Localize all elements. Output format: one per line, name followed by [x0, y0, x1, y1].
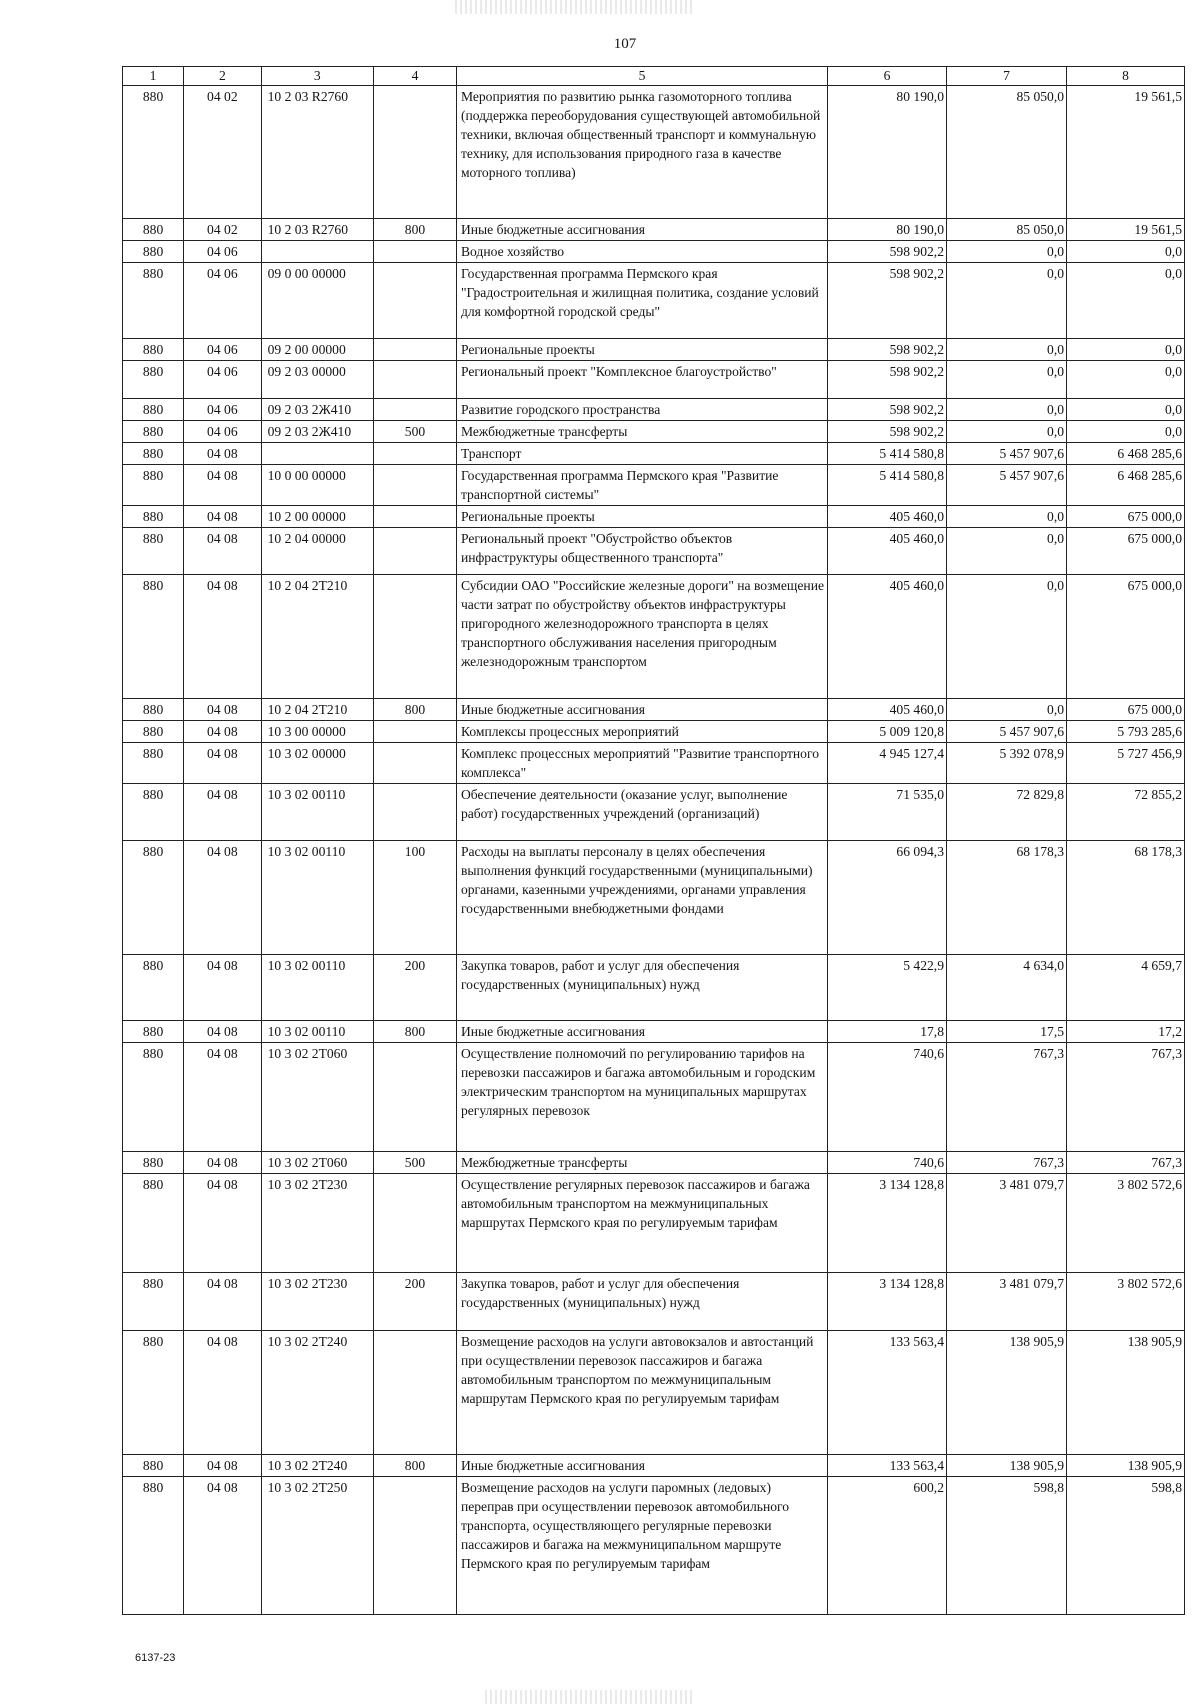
- code-admin: 880: [123, 1021, 184, 1043]
- code-type: [374, 506, 457, 528]
- code-admin: 880: [123, 575, 184, 699]
- table-row: [123, 1477, 1185, 1615]
- item-name: Возмещение расходов на услуги паромных (ледовых) переправ при осуществлении перевозок автомобильного транспорта, осуществляющего регулярные перевозки пассажиров и багажа на межмуниципальном маршруте Пермского края по регулируемым тарифам: [456, 1477, 827, 1615]
- code-section: 04 08: [184, 465, 261, 506]
- amount-2025: 3 481 079,7: [947, 1174, 1067, 1273]
- code-target: 09 2 03 2Ж410: [261, 421, 373, 443]
- amount-2026: 6 468 285,6: [1067, 465, 1185, 506]
- table-row: [123, 361, 1185, 399]
- code-target: [261, 241, 373, 263]
- amount-2024: 5 422,9: [828, 955, 947, 1021]
- amount-2024: 71 535,0: [828, 784, 947, 841]
- amount-2025: 5 457 907,6: [947, 443, 1067, 465]
- table-row: [123, 955, 1185, 1021]
- column-header: 8: [1067, 67, 1185, 86]
- code-target: 10 3 02 2Т250: [261, 1477, 373, 1615]
- item-name: Иные бюджетные ассигнования: [456, 1455, 827, 1477]
- code-type: 100: [374, 841, 457, 955]
- code-type: [374, 339, 457, 361]
- code-section: 04 08: [184, 528, 261, 575]
- code-target: 10 3 02 2Т240: [261, 1331, 373, 1455]
- code-target: 10 3 02 2Т240: [261, 1455, 373, 1477]
- item-name: Межбюджетные трансферты: [456, 1152, 827, 1174]
- amount-2025: 85 050,0: [947, 219, 1067, 241]
- code-section: 04 08: [184, 443, 261, 465]
- amount-2024: 17,8: [828, 1021, 947, 1043]
- code-target: 10 2 03 R2760: [261, 219, 373, 241]
- item-name: Государственная программа Пермского края "Развитие транспортной системы": [456, 465, 827, 506]
- amount-2024: 598 902,2: [828, 339, 947, 361]
- amount-2026: 0,0: [1067, 361, 1185, 399]
- amount-2024: 80 190,0: [828, 219, 947, 241]
- page-number: 107: [613, 36, 637, 52]
- code-target: 10 0 00 00000: [261, 465, 373, 506]
- code-section: 04 08: [184, 506, 261, 528]
- amount-2025: 0,0: [947, 506, 1067, 528]
- amount-2026: 5 727 456,9: [1067, 743, 1185, 784]
- code-section: 04 08: [184, 699, 261, 721]
- item-name: Развитие городского пространства: [456, 399, 827, 421]
- column-header: 5: [456, 67, 827, 86]
- code-target: 10 3 02 2Т060: [261, 1152, 373, 1174]
- amount-2026: 68 178,3: [1067, 841, 1185, 955]
- code-admin: 880: [123, 443, 184, 465]
- item-name: Комплексы процессных мероприятий: [456, 721, 827, 743]
- code-section: 04 06: [184, 399, 261, 421]
- amount-2026: 767,3: [1067, 1043, 1185, 1152]
- amount-2025: 4 634,0: [947, 955, 1067, 1021]
- amount-2026: 0,0: [1067, 421, 1185, 443]
- code-type: [374, 1477, 457, 1615]
- code-type: 500: [374, 421, 457, 443]
- amount-2026: 138 905,9: [1067, 1331, 1185, 1455]
- code-type: 200: [374, 1273, 457, 1331]
- amount-2025: 3 481 079,7: [947, 1273, 1067, 1331]
- code-target: 10 2 04 2Т210: [261, 699, 373, 721]
- amount-2024: 5 009 120,8: [828, 721, 947, 743]
- amount-2026: 19 561,5: [1067, 86, 1185, 219]
- code-admin: 880: [123, 1043, 184, 1152]
- amount-2024: 405 460,0: [828, 575, 947, 699]
- amount-2024: 405 460,0: [828, 699, 947, 721]
- amount-2026: 138 905,9: [1067, 1455, 1185, 1477]
- code-target: 10 3 02 2Т060: [261, 1043, 373, 1152]
- scan-noise-top: [455, 0, 695, 14]
- code-section: 04 02: [184, 86, 261, 219]
- item-name: Межбюджетные трансферты: [456, 421, 827, 443]
- amount-2025: 0,0: [947, 421, 1067, 443]
- amount-2024: 5 414 580,8: [828, 465, 947, 506]
- item-name: Субсидии ОАО "Российские железные дороги" на возмещение части затрат по обустройству объектов инфраструктуры пригородного железнодорожного транспорта в целях транспортного обслуживания населения пригородным железнодорожным транспортом: [456, 575, 827, 699]
- code-admin: 880: [123, 86, 184, 219]
- code-section: 04 08: [184, 721, 261, 743]
- item-name: Осуществление регулярных перевозок пассажиров и багажа автомобильным транспортом на межмуниципальных маршрутах Пермского края по регулируемым тарифам: [456, 1174, 827, 1273]
- amount-2025: 68 178,3: [947, 841, 1067, 955]
- amount-2026: 19 561,5: [1067, 219, 1185, 241]
- code-section: 04 08: [184, 784, 261, 841]
- amount-2025: 5 392 078,9: [947, 743, 1067, 784]
- item-name: Закупка товаров, работ и услуг для обеспечения государственных (муниципальных) нужд: [456, 955, 827, 1021]
- table-row: [123, 1331, 1185, 1455]
- amount-2024: 598 902,2: [828, 263, 947, 339]
- code-type: 800: [374, 1021, 457, 1043]
- code-admin: 880: [123, 219, 184, 241]
- code-type: 500: [374, 1152, 457, 1174]
- amount-2024: 598 902,2: [828, 361, 947, 399]
- amount-2024: 66 094,3: [828, 841, 947, 955]
- table-row: [123, 465, 1185, 506]
- item-name: Закупка товаров, работ и услуг для обеспечения государственных (муниципальных) нужд: [456, 1273, 827, 1331]
- amount-2024: 740,6: [828, 1043, 947, 1152]
- amount-2025: 767,3: [947, 1152, 1067, 1174]
- column-header: 2: [184, 67, 261, 86]
- code-section: 04 08: [184, 1043, 261, 1152]
- code-type: [374, 784, 457, 841]
- code-section: 04 06: [184, 361, 261, 399]
- table-row: [123, 721, 1185, 743]
- code-section: 04 08: [184, 1477, 261, 1615]
- amount-2024: 598 902,2: [828, 241, 947, 263]
- code-section: 04 08: [184, 1174, 261, 1273]
- footer-code: 6137-23: [135, 1652, 176, 1664]
- code-target: 09 2 03 2Ж410: [261, 399, 373, 421]
- column-header: 4: [374, 67, 457, 86]
- amount-2026: 6 468 285,6: [1067, 443, 1185, 465]
- table-row: [123, 399, 1185, 421]
- code-type: [374, 1043, 457, 1152]
- item-name: Обеспечение деятельности (оказание услуг, выполнение работ) государственных учреждений (организаций): [456, 784, 827, 841]
- amount-2026: 675 000,0: [1067, 699, 1185, 721]
- table-row: [123, 86, 1185, 219]
- item-name: Региональные проекты: [456, 506, 827, 528]
- code-section: 04 02: [184, 219, 261, 241]
- amount-2026: 5 793 285,6: [1067, 721, 1185, 743]
- code-admin: 880: [123, 841, 184, 955]
- table-row: [123, 841, 1185, 955]
- table-row: [123, 1273, 1185, 1331]
- code-section: 04 08: [184, 1455, 261, 1477]
- amount-2025: 0,0: [947, 241, 1067, 263]
- amount-2026: 3 802 572,6: [1067, 1174, 1185, 1273]
- amount-2024: 3 134 128,8: [828, 1273, 947, 1331]
- code-type: [374, 86, 457, 219]
- code-admin: 880: [123, 263, 184, 339]
- code-type: [374, 528, 457, 575]
- amount-2026: 17,2: [1067, 1021, 1185, 1043]
- code-section: 04 06: [184, 339, 261, 361]
- amount-2024: 4 945 127,4: [828, 743, 947, 784]
- item-name: Региональный проект "Обустройство объектов инфраструктуры общественного транспорта": [456, 528, 827, 575]
- table-row: [123, 1043, 1185, 1152]
- amount-2025: 0,0: [947, 699, 1067, 721]
- code-admin: 880: [123, 1152, 184, 1174]
- item-name: Комплекс процессных мероприятий "Развитие транспортного комплекса": [456, 743, 827, 784]
- code-type: [374, 743, 457, 784]
- amount-2026: 675 000,0: [1067, 528, 1185, 575]
- code-admin: 880: [123, 1455, 184, 1477]
- table-row: [123, 528, 1185, 575]
- code-target: 10 3 00 00000: [261, 721, 373, 743]
- amount-2025: 767,3: [947, 1043, 1067, 1152]
- table-row: [123, 421, 1185, 443]
- amount-2025: 0,0: [947, 339, 1067, 361]
- amount-2024: 598 902,2: [828, 399, 947, 421]
- item-name: Государственная программа Пермского края "Градостроительная и жилищная политика, создание условий для комфортной городской среды": [456, 263, 827, 339]
- amount-2026: 0,0: [1067, 263, 1185, 339]
- amount-2026: 3 802 572,6: [1067, 1273, 1185, 1331]
- amount-2025: 138 905,9: [947, 1331, 1067, 1455]
- table-row: [123, 263, 1185, 339]
- code-admin: 880: [123, 528, 184, 575]
- code-section: 04 06: [184, 421, 261, 443]
- code-type: [374, 443, 457, 465]
- code-admin: 880: [123, 1477, 184, 1615]
- code-section: 04 08: [184, 1331, 261, 1455]
- amount-2025: 0,0: [947, 399, 1067, 421]
- code-admin: 880: [123, 721, 184, 743]
- amount-2024: 133 563,4: [828, 1331, 947, 1455]
- code-type: [374, 465, 457, 506]
- column-header: 1: [123, 67, 184, 86]
- code-type: [374, 575, 457, 699]
- code-type: [374, 1331, 457, 1455]
- table-header-row: [123, 67, 1185, 86]
- code-target: 10 3 02 00110: [261, 784, 373, 841]
- code-target: 10 3 02 2Т230: [261, 1273, 373, 1331]
- code-target: 10 2 04 2Т210: [261, 575, 373, 699]
- column-header: 7: [947, 67, 1067, 86]
- code-admin: 880: [123, 1174, 184, 1273]
- code-section: 04 08: [184, 1152, 261, 1174]
- code-admin: 880: [123, 399, 184, 421]
- amount-2026: 598,8: [1067, 1477, 1185, 1615]
- amount-2025: 17,5: [947, 1021, 1067, 1043]
- code-target: 10 3 02 00110: [261, 955, 373, 1021]
- item-name: Иные бюджетные ассигнования: [456, 219, 827, 241]
- item-name: Водное хозяйство: [456, 241, 827, 263]
- code-target: 09 2 03 00000: [261, 361, 373, 399]
- amount-2026: 675 000,0: [1067, 506, 1185, 528]
- amount-2024: 3 134 128,8: [828, 1174, 947, 1273]
- code-type: [374, 241, 457, 263]
- table-row: [123, 575, 1185, 699]
- table-row: [123, 1455, 1185, 1477]
- amount-2025: 0,0: [947, 361, 1067, 399]
- item-name: Мероприятия по развитию рынка газомоторного топлива (поддержка переоборудования существующей автомобильной техники, включая общественный транспорт и коммунальную технику, для использования природного газа в качестве моторного топлива): [456, 86, 827, 219]
- code-target: 09 2 00 00000: [261, 339, 373, 361]
- item-name: Осуществление полномочий по регулированию тарифов на перевозки пассажиров и багажа автомобильным и городским электрическим транспортом на муниципальных маршрутах регулярных перевозок: [456, 1043, 827, 1152]
- code-section: 04 08: [184, 1021, 261, 1043]
- amount-2026: 0,0: [1067, 399, 1185, 421]
- code-admin: 880: [123, 339, 184, 361]
- code-section: 04 08: [184, 955, 261, 1021]
- amount-2025: 5 457 907,6: [947, 465, 1067, 506]
- amount-2026: 675 000,0: [1067, 575, 1185, 699]
- code-target: 10 3 02 2Т230: [261, 1174, 373, 1273]
- column-header: 3: [261, 67, 373, 86]
- code-type: [374, 361, 457, 399]
- amount-2025: 0,0: [947, 528, 1067, 575]
- column-header: 6: [828, 67, 947, 86]
- code-admin: 880: [123, 743, 184, 784]
- table-row: [123, 1152, 1185, 1174]
- amount-2026: 72 855,2: [1067, 784, 1185, 841]
- item-name: Иные бюджетные ассигнования: [456, 1021, 827, 1043]
- code-type: [374, 721, 457, 743]
- amount-2026: 4 659,7: [1067, 955, 1185, 1021]
- amount-2026: 0,0: [1067, 339, 1185, 361]
- item-name: Иные бюджетные ассигнования: [456, 699, 827, 721]
- amount-2026: 767,3: [1067, 1152, 1185, 1174]
- code-type: [374, 263, 457, 339]
- code-section: 04 08: [184, 1273, 261, 1331]
- table-row: [123, 219, 1185, 241]
- table-row: [123, 506, 1185, 528]
- amount-2024: 133 563,4: [828, 1455, 947, 1477]
- item-name: Расходы на выплаты персоналу в целях обеспечения выполнения функций государственными (муниципальными) органами, казенными учреждениями, органами управления государственными внебюджетными фондами: [456, 841, 827, 955]
- amount-2025: 0,0: [947, 263, 1067, 339]
- amount-2024: 600,2: [828, 1477, 947, 1615]
- code-type: 200: [374, 955, 457, 1021]
- code-admin: 880: [123, 421, 184, 443]
- code-section: 04 06: [184, 241, 261, 263]
- code-admin: 880: [123, 506, 184, 528]
- amount-2025: 5 457 907,6: [947, 721, 1067, 743]
- item-name: Транспорт: [456, 443, 827, 465]
- item-name: Возмещение расходов на услуги автовокзалов и автостанций при осуществлении перевозок пассажиров и багажа автомобильным транспортом по межмуниципальным маршрутам Пермского края по регулируемым тарифам: [456, 1331, 827, 1455]
- code-target: [261, 443, 373, 465]
- amount-2025: 598,8: [947, 1477, 1067, 1615]
- code-admin: 880: [123, 465, 184, 506]
- table-row: [123, 1021, 1185, 1043]
- code-section: 04 06: [184, 263, 261, 339]
- code-type: 800: [374, 219, 457, 241]
- table-row: [123, 1174, 1185, 1273]
- code-admin: 880: [123, 955, 184, 1021]
- table-row: [123, 699, 1185, 721]
- code-type: 800: [374, 699, 457, 721]
- amount-2026: 0,0: [1067, 241, 1185, 263]
- code-admin: 880: [123, 361, 184, 399]
- amount-2024: 405 460,0: [828, 528, 947, 575]
- amount-2025: 138 905,9: [947, 1455, 1067, 1477]
- amount-2024: 5 414 580,8: [828, 443, 947, 465]
- table-row: [123, 339, 1185, 361]
- code-target: 10 2 00 00000: [261, 506, 373, 528]
- code-target: 10 2 04 00000: [261, 528, 373, 575]
- amount-2024: 405 460,0: [828, 506, 947, 528]
- item-name: Региональные проекты: [456, 339, 827, 361]
- code-admin: 880: [123, 241, 184, 263]
- code-type: [374, 1174, 457, 1273]
- table-row: [123, 743, 1185, 784]
- code-target: 09 0 00 00000: [261, 263, 373, 339]
- amount-2025: 72 829,8: [947, 784, 1067, 841]
- code-type: 800: [374, 1455, 457, 1477]
- item-name: Региональный проект "Комплексное благоустройство": [456, 361, 827, 399]
- amount-2024: 80 190,0: [828, 86, 947, 219]
- table-row: [123, 443, 1185, 465]
- table-row: [123, 241, 1185, 263]
- code-admin: 880: [123, 699, 184, 721]
- code-target: 10 2 03 R2760: [261, 86, 373, 219]
- budget-table: [122, 66, 1185, 1615]
- amount-2025: 0,0: [947, 575, 1067, 699]
- code-admin: 880: [123, 784, 184, 841]
- amount-2024: 598 902,2: [828, 421, 947, 443]
- code-admin: 880: [123, 1273, 184, 1331]
- code-target: 10 3 02 00000: [261, 743, 373, 784]
- table-row: [123, 784, 1185, 841]
- code-admin: 880: [123, 1331, 184, 1455]
- amount-2025: 85 050,0: [947, 86, 1067, 219]
- code-section: 04 08: [184, 743, 261, 784]
- code-section: 04 08: [184, 841, 261, 955]
- code-target: 10 3 02 00110: [261, 1021, 373, 1043]
- amount-2024: 740,6: [828, 1152, 947, 1174]
- code-section: 04 08: [184, 575, 261, 699]
- code-type: [374, 399, 457, 421]
- code-target: 10 3 02 00110: [261, 841, 373, 955]
